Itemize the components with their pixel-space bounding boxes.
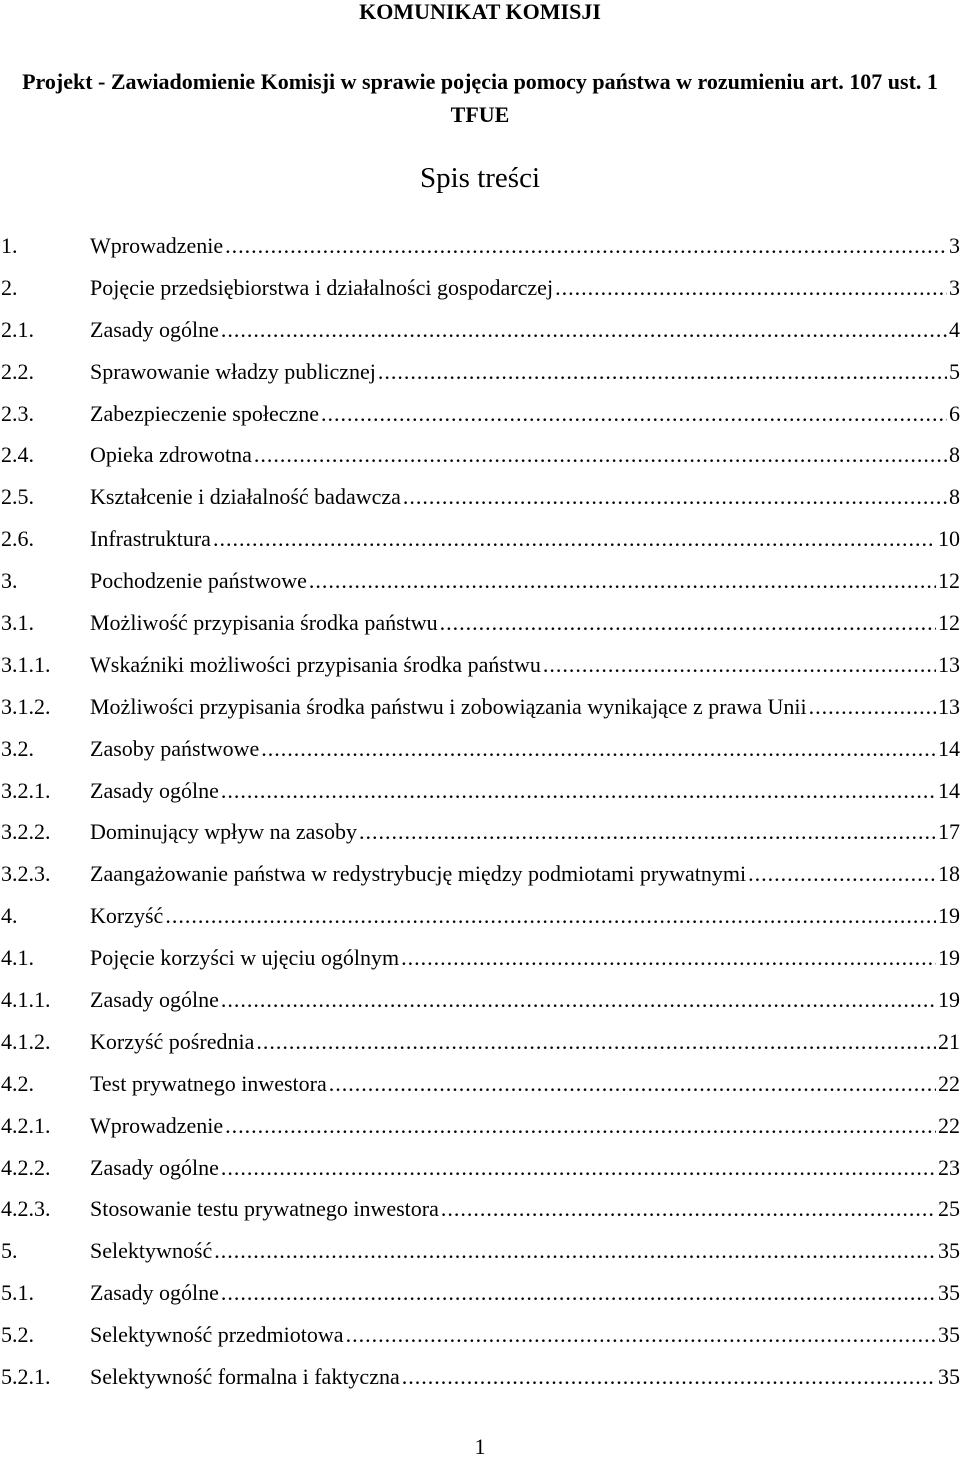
toc-entry[interactable] xyxy=(0,856,960,898)
toc-entry-page[interactable]: 3 xyxy=(949,233,960,258)
toc-entry-line xyxy=(90,1275,960,1311)
toc-entry-number: 2.2. xyxy=(1,358,34,384)
toc-entry-title[interactable]: Dominujący wpływ na zasoby xyxy=(90,819,357,845)
toc-entry-line xyxy=(90,940,960,976)
toc-entry-line xyxy=(90,312,960,348)
toc-entry-line xyxy=(90,563,960,599)
toc-entry-title[interactable]: Selektywność xyxy=(90,1238,213,1264)
toc-entry-page[interactable]: 35 xyxy=(938,1238,960,1264)
toc-entry-page[interactable]: 14 xyxy=(938,735,960,761)
toc-entry[interactable] xyxy=(0,270,960,312)
toc-entry-page[interactable]: 13 xyxy=(938,651,960,677)
toc-dot-leader xyxy=(225,1108,936,1144)
toc-entry-page[interactable]: 17 xyxy=(938,819,960,845)
toc-entry-number: 4.1.2. xyxy=(1,1028,51,1054)
toc-entry-title[interactable]: Test prywatnego inwestora xyxy=(90,1070,327,1096)
document-title: Projekt - Zawiadomienie Komisji w sprawie pojęcia pomocy państwa w rozumieniu art. 107 ust. 1 TFUE xyxy=(22,69,938,127)
toc-entry-page[interactable]: 12 xyxy=(938,610,960,636)
toc-entry-number: 3.1. xyxy=(1,610,34,636)
toc-entry-page[interactable]: 13 xyxy=(938,693,960,719)
toc-entry-line xyxy=(90,354,960,390)
toc-entry[interactable] xyxy=(0,773,960,815)
toc-dot-leader xyxy=(748,856,936,892)
toc-entry-title[interactable]: Infrastruktura xyxy=(90,526,211,552)
toc-dot-leader xyxy=(543,647,936,683)
toc-entry-title[interactable]: Pochodzenie państwowe xyxy=(90,568,307,594)
toc-entry-title[interactable]: Pojęcie przedsiębiorstwa i działalności gospodarczej xyxy=(90,274,554,300)
toc-dot-leader xyxy=(221,982,936,1018)
toc-entry-number: 3.1.2. xyxy=(1,693,51,719)
toc-dot-leader xyxy=(440,605,936,641)
toc-entry-number: 3.2. xyxy=(1,735,34,761)
toc-entry-title[interactable]: Zasady ogólne xyxy=(90,987,219,1013)
toc-entry[interactable] xyxy=(0,354,960,396)
toc-entry-number: 5.1. xyxy=(1,1280,34,1306)
toc-entry-number: 2.1. xyxy=(1,316,34,342)
toc-entry-number: 3. xyxy=(1,568,18,594)
toc-entry[interactable] xyxy=(0,1150,960,1192)
toc-entry[interactable] xyxy=(0,689,960,731)
toc-entry-line xyxy=(90,689,960,725)
toc-entry-page[interactable]: 8 xyxy=(949,442,960,468)
toc-entry-title[interactable]: Zasady ogólne xyxy=(90,316,219,342)
toc-entry-page[interactable]: 21 xyxy=(938,1028,960,1054)
toc-entry-page[interactable]: 35 xyxy=(938,1322,960,1348)
toc-entry-page[interactable]: 19 xyxy=(938,903,960,929)
toc-entry[interactable] xyxy=(0,1108,960,1150)
toc-entry-page[interactable]: 14 xyxy=(938,777,960,803)
toc-entry-title[interactable]: Zabezpieczenie społeczne xyxy=(90,400,320,426)
toc-entry-number: 5.2.1. xyxy=(1,1364,51,1390)
toc-entry-page[interactable]: 35 xyxy=(938,1364,960,1390)
toc-entry[interactable] xyxy=(0,1275,960,1317)
toc-entry[interactable] xyxy=(0,563,960,605)
toc-entry[interactable] xyxy=(0,731,960,773)
toc-dot-leader xyxy=(214,1233,936,1269)
toc-entry-number: 2.5. xyxy=(1,484,34,510)
toc-entry-title[interactable]: Korzyść xyxy=(90,903,164,929)
toc-entry-page[interactable]: 22 xyxy=(938,1070,960,1096)
toc-entry-line xyxy=(90,521,960,557)
toc-entry-page[interactable]: 4 xyxy=(949,316,960,342)
toc-entry-line xyxy=(90,731,960,767)
toc-heading: Spis treści xyxy=(419,162,541,194)
toc-entry-title[interactable]: Zasady ogólne xyxy=(90,1280,219,1306)
toc-dot-leader xyxy=(359,814,936,850)
toc-entry-number: 2.6. xyxy=(1,526,34,552)
toc-entry-number: 4. xyxy=(1,903,18,929)
toc-entry-line xyxy=(90,1066,960,1102)
toc-entry-title[interactable]: Możliwość przypisania środka państwu xyxy=(90,610,438,636)
toc-entry[interactable] xyxy=(0,647,960,689)
toc-entry[interactable] xyxy=(0,396,960,438)
toc-dot-leader xyxy=(809,689,936,725)
toc-dot-leader xyxy=(261,731,936,767)
toc-entry-title[interactable]: Zasady ogólne xyxy=(90,777,219,803)
toc-dot-leader xyxy=(321,396,947,432)
toc-entry[interactable] xyxy=(0,814,960,856)
toc-entry-number: 3.2.2. xyxy=(1,819,51,845)
toc-entry-line xyxy=(90,814,960,850)
toc-entry-line xyxy=(90,437,960,473)
toc-entry-title[interactable]: Wprowadzenie xyxy=(90,233,224,258)
toc-entry-line xyxy=(90,1359,960,1395)
toc-entry-line xyxy=(90,898,960,934)
toc-entry-line xyxy=(90,270,960,306)
toc-dot-leader xyxy=(221,1275,936,1311)
toc-entry-page[interactable]: 3 xyxy=(949,274,960,300)
toc-entry-page[interactable]: 19 xyxy=(938,945,960,971)
toc-dot-leader xyxy=(221,312,947,348)
toc-entry-line xyxy=(90,1150,960,1186)
toc-entry-page[interactable]: 19 xyxy=(938,987,960,1013)
toc-entry-page[interactable]: 10 xyxy=(938,526,960,552)
toc-entry-page[interactable]: 6 xyxy=(949,400,960,426)
toc-dot-leader xyxy=(165,898,936,934)
toc-entry-line xyxy=(90,1024,960,1060)
toc-entry-number: 4.2. xyxy=(1,1070,34,1096)
toc-entry-page[interactable]: 22 xyxy=(938,1112,960,1138)
toc-entry[interactable] xyxy=(0,1066,960,1108)
toc-dot-leader xyxy=(378,354,947,390)
toc-entry-title[interactable]: Zaangażowanie państwa w redystrybucję między podmiotami prywatnymi xyxy=(90,861,747,887)
toc-entry-number: 5.2. xyxy=(1,1322,34,1348)
toc-entry[interactable] xyxy=(0,940,960,982)
toc-entry-line xyxy=(90,396,960,432)
toc-dot-leader xyxy=(555,270,947,306)
toc-dot-leader xyxy=(309,563,936,599)
toc-entry[interactable] xyxy=(0,1359,960,1401)
toc-entry-line xyxy=(90,605,960,641)
toc-entry-title[interactable]: Sprawowanie władzy publicznej xyxy=(90,358,376,384)
toc-entry-number: 4.2.2. xyxy=(1,1154,51,1180)
toc-entry-page[interactable]: 8 xyxy=(949,484,960,510)
toc-dot-leader xyxy=(329,1066,936,1102)
toc-entry[interactable] xyxy=(0,312,960,354)
toc-dot-leader xyxy=(221,1150,936,1186)
toc-entry-line xyxy=(90,647,960,683)
toc-entry-number: 2.3. xyxy=(1,400,34,426)
toc-entry-title[interactable]: Wskaźniki możliwości przypisania środka państwu xyxy=(90,651,541,677)
toc-entry[interactable] xyxy=(0,898,960,940)
toc-entry-number: 4.2.3. xyxy=(1,1196,51,1222)
toc-entry-page[interactable]: 12 xyxy=(938,568,960,594)
toc-entry-title[interactable]: Opieka zdrowotna xyxy=(90,442,252,468)
toc-dot-leader xyxy=(213,521,936,557)
toc-entry-line xyxy=(90,856,960,892)
toc-entry-title[interactable]: Wprowadzenie xyxy=(90,1112,224,1138)
toc-entry[interactable] xyxy=(0,1317,960,1359)
table-of-contents xyxy=(0,228,960,1401)
toc-entry-number: 1. xyxy=(1,233,18,258)
toc-entry-page[interactable]: 18 xyxy=(938,861,960,887)
document-type-label: KOMUNIKAT KOMISJI xyxy=(359,0,601,24)
toc-entry[interactable] xyxy=(0,1024,960,1066)
toc-entry[interactable] xyxy=(0,1233,960,1275)
toc-entry[interactable] xyxy=(0,605,960,647)
toc-entry-page[interactable]: 23 xyxy=(938,1154,960,1180)
toc-entry-title[interactable]: Kształcenie i działalność badawcza xyxy=(90,484,401,510)
toc-entry-number: 2. xyxy=(1,274,18,300)
toc-entry-number: 4.1.1. xyxy=(1,987,51,1013)
toc-entry-line xyxy=(90,1191,960,1227)
toc-entry-number: 4.1. xyxy=(1,945,34,971)
page-number: 1 xyxy=(474,1434,486,1459)
toc-entry-line xyxy=(90,479,960,515)
toc-entry[interactable] xyxy=(0,521,960,563)
toc-dot-leader xyxy=(221,773,936,809)
toc-entry[interactable] xyxy=(0,479,960,521)
toc-entry-line xyxy=(90,1108,960,1144)
toc-entry-title[interactable]: Zasady ogólne xyxy=(90,1154,219,1180)
toc-dot-leader xyxy=(401,940,936,976)
toc-entry[interactable] xyxy=(0,228,960,270)
toc-entry[interactable] xyxy=(0,1191,960,1233)
toc-dot-leader xyxy=(254,437,947,473)
toc-dot-leader xyxy=(402,1359,936,1395)
toc-entry-title[interactable]: Selektywność formalna i faktyczna xyxy=(90,1364,400,1390)
toc-dot-leader xyxy=(403,479,947,515)
toc-entry-number: 3.1.1. xyxy=(1,651,51,677)
toc-entry[interactable] xyxy=(0,982,960,1024)
toc-entry-title[interactable]: Korzyść pośrednia xyxy=(90,1028,255,1054)
toc-entry-title[interactable]: Pojęcie korzyści w ujęciu ogólnym xyxy=(90,945,400,971)
toc-entry-page[interactable]: 35 xyxy=(938,1280,960,1306)
toc-entry-number: 3.2.3. xyxy=(1,861,51,887)
toc-entry-line xyxy=(90,228,960,264)
toc-entry-page[interactable]: 25 xyxy=(938,1196,960,1222)
toc-entry-number: 4.2.1. xyxy=(1,1112,51,1138)
toc-dot-leader xyxy=(256,1024,936,1060)
toc-entry-number: 3.2.1. xyxy=(1,777,51,803)
toc-entry-line xyxy=(90,1233,960,1269)
toc-entry-number: 5. xyxy=(1,1238,18,1264)
toc-dot-leader xyxy=(225,228,947,264)
toc-dot-leader xyxy=(441,1191,936,1227)
toc-entry-line xyxy=(90,1317,960,1353)
toc-entry-title[interactable]: Możliwości przypisania środka państwu i zobowiązania wynikające z prawa Unii xyxy=(90,693,807,719)
toc-entry[interactable] xyxy=(0,437,960,479)
toc-entry-line xyxy=(90,773,960,809)
toc-entry-number: 2.4. xyxy=(1,442,34,468)
toc-entry-page[interactable]: 5 xyxy=(949,358,960,384)
toc-entry-title[interactable]: Stosowanie testu prywatnego inwestora xyxy=(90,1196,439,1222)
toc-entry-line xyxy=(90,982,960,1018)
toc-entry-title[interactable]: Zasoby państwowe xyxy=(90,735,260,761)
toc-dot-leader xyxy=(346,1317,936,1353)
toc-entry-title[interactable]: Selektywność przedmiotowa xyxy=(90,1322,344,1348)
